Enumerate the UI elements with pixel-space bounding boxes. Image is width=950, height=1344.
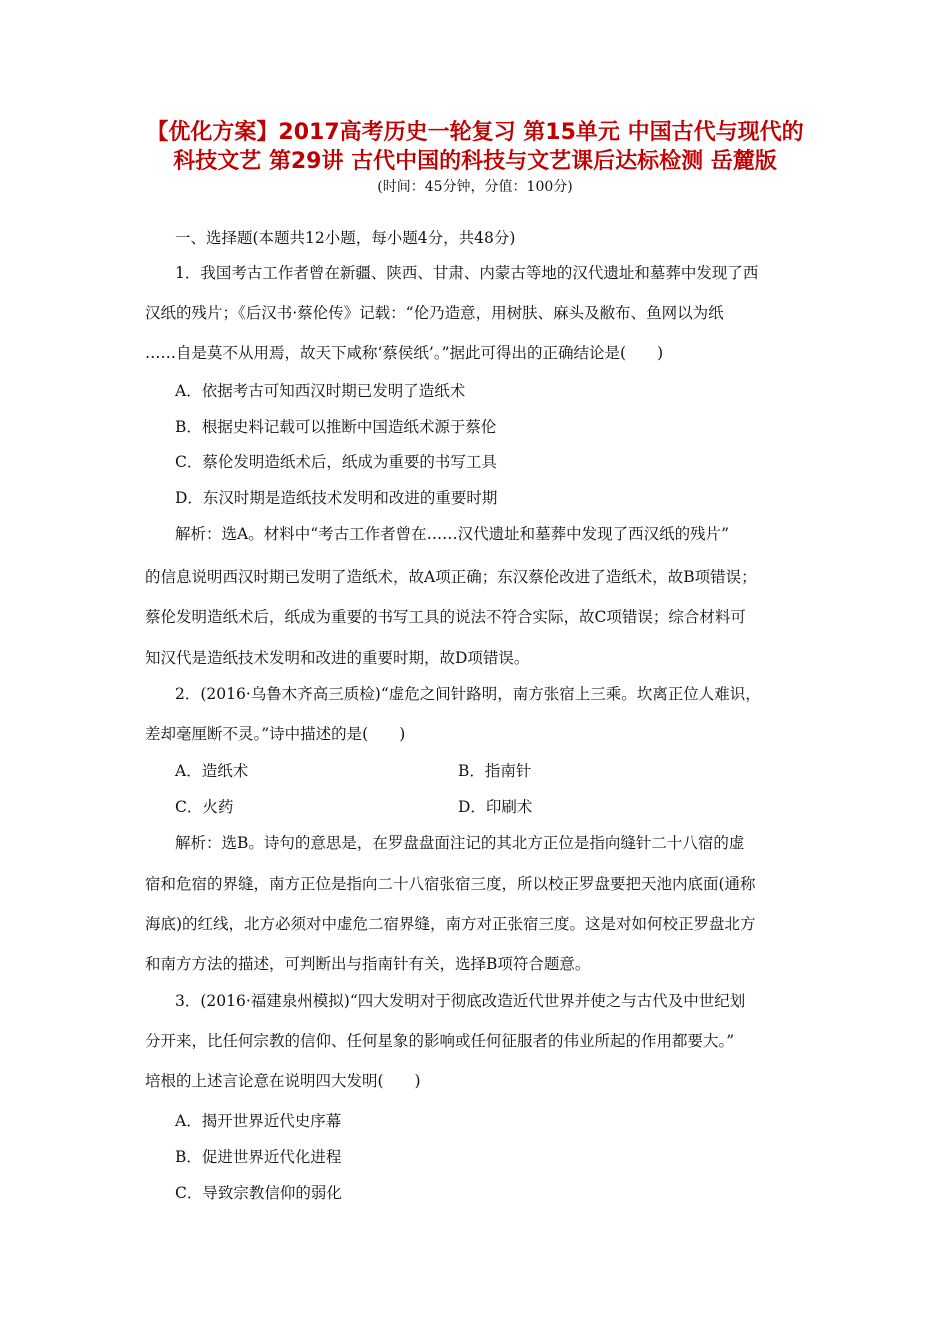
q2-analysis-line-3: 海底)的红线，北方必须对中虚危二宿界缝，南方对正张宿三度。这是对如何校正罗盘北方 — [145, 915, 756, 933]
q1-option-a: A．依据考古可知西汉时期已发明了造纸术 — [175, 382, 466, 400]
document-title-line-2: 科技文艺 第29讲 古代中国的科技与文艺课后达标检测 岳麓版 — [173, 149, 777, 174]
q3-stem-line-1: 3．(2016·福建泉州模拟)“四大发明对于彻底改造近代世界并使之与古代及中世纪划 — [175, 992, 746, 1010]
q1-stem-line-2: 汉纸的残片；《后汉书·蔡伦传》记载：“伦乃造意，用树肤、麻头及敝布、鱼网以为纸 — [145, 304, 724, 322]
q1-option-b: B．根据史料记载可以推断中国造纸术源于蔡伦 — [175, 418, 497, 436]
q1-option-d: D．东汉时期是造纸技术发明和改进的重要时期 — [175, 489, 498, 507]
q2-option-a: A．造纸术 — [175, 762, 249, 780]
q2-analysis-line-4: 和南方方法的描述，可判断出与指南针有关，选择B项符合题意。 — [145, 955, 591, 973]
q2-option-c: C．火药 — [175, 798, 234, 816]
q1-stem-line-3: ……自是莫不从用焉，故天下咸称‘蔡侯纸’。”据此可得出的正确结论是( ) — [145, 344, 664, 362]
q3-option-c: C．导致宗教信仰的弱化 — [175, 1184, 342, 1202]
q2-analysis-line-1: 解析：选B。诗句的意思是，在罗盘盘面注记的其北方正位是指向缝针二十八宿的虚 — [175, 834, 745, 852]
q1-analysis-line-2: 的信息说明西汉时期已发明了造纸术，故A项正确；东汉蔡伦改进了造纸术，故B项错误； — [145, 568, 757, 586]
q2-stem-line-1: 2．(2016·乌鲁木齐高三质检)“虚危之间针路明，南方张宿上三乘。坎离正位人难识， — [175, 685, 761, 703]
q1-option-c: C．蔡伦发明造纸术后，纸成为重要的书写工具 — [175, 453, 497, 471]
time-and-score-note: (时间：45分钟，分值：100分) — [377, 179, 573, 195]
q1-stem-line-1: 1．我国考古工作者曾在新疆、陕西、甘肃、内蒙古等地的汉代遗址和墓葬中发现了西 — [175, 264, 759, 282]
q2-option-b: B．指南针 — [458, 762, 532, 780]
q1-analysis-line-1: 解析：选A。材料中“考古工作者曾在……汉代遗址和墓葬中发现了西汉纸的残片” — [175, 525, 730, 543]
q2-stem-line-2: 差却毫厘断不灵。”诗中描述的是( ) — [145, 725, 406, 743]
q1-analysis-line-4: 知汉代是造纸技术发明和改进的重要时期，故D项错误。 — [145, 649, 530, 667]
document-title-line-1: 【优化方案】2017高考历史一轮复习 第15单元 中国古代与现代的 — [146, 120, 804, 145]
q3-option-a: A．揭开世界近代史序幕 — [175, 1112, 342, 1130]
section-heading: 一、选择题(本题共12小题，每小题4分，共48分) — [175, 229, 516, 247]
q3-stem-line-3: 培根的上述言论意在说明四大发明( ) — [145, 1072, 421, 1090]
q1-analysis-line-3: 蔡伦发明造纸术后，纸成为重要的书写工具的说法不符合实际，故C项错误；综合材料可 — [145, 608, 746, 626]
q3-option-b: B．促进世界近代化进程 — [175, 1148, 342, 1166]
q2-analysis-line-2: 宿和危宿的界缝，南方正位是指向二十八宿张宿三度，所以校正罗盘要把天池内底面(通称 — [145, 875, 756, 893]
q3-stem-line-2: 分开来，比任何宗教的信仰、任何星象的影响或任何征服者的伟业所起的作用都要大。” — [145, 1032, 735, 1050]
q2-option-d: D．印刷术 — [458, 798, 533, 816]
